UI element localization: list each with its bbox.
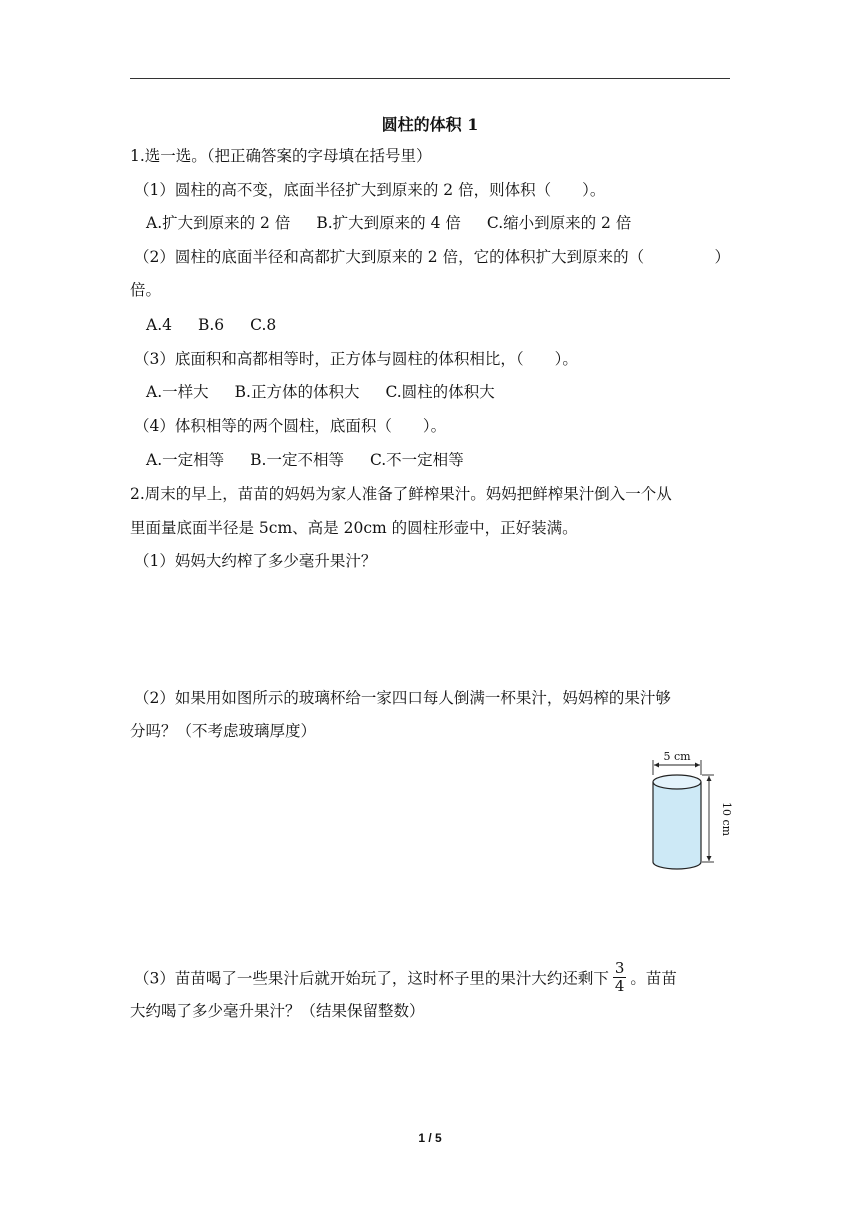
q1-sub4-options — [146, 450, 490, 470]
q1-sub2-stem-bracket: ） — [714, 248, 730, 266]
glass-cylinder-figure — [648, 744, 736, 874]
diameter-label: 5 cm — [663, 750, 691, 763]
q1-sub3-options — [146, 382, 521, 402]
q1-sub1-option-a: A.扩大到原来的 2 倍 — [146, 214, 291, 232]
q1-sub3-option-c: C.圆柱的体积大 — [385, 383, 495, 401]
q1-sub2-stem — [134, 247, 730, 267]
q1-sub2-option-b: B.6 — [197, 316, 225, 334]
height-dimension — [702, 775, 733, 862]
q1-sub3-stem: （3）底面积和高都相等时，正方体与圆柱的体积相比，（ ）。 — [134, 350, 578, 368]
header-rule — [130, 78, 730, 79]
q2-sub3-line2: 大约喝了多少毫升果汁？（结果保留整数） — [130, 1002, 425, 1020]
q1-sub2-stem-main: （2）圆柱的底面半径和高都扩大到原来的 2 倍，它的体积扩大到原来的（ — [134, 248, 645, 266]
page-number: 1 / 5 — [418, 1131, 442, 1145]
q1-sub2-option-a: A.4 — [146, 316, 172, 334]
q2-intro-line1: 2.周末的早上，苗苗的妈妈为家人准备了鲜榨果汁。妈妈把鲜榨果汁倒入一个从 — [130, 485, 672, 503]
q1-sub1-stem: （1）圆柱的高不变，底面半径扩大到原来的 2 倍，则体积（ ）。 — [134, 181, 606, 199]
q1-sub2-options — [146, 315, 302, 335]
diameter-dimension — [653, 750, 701, 775]
page-title: 圆柱的体积 1 — [381, 115, 479, 134]
cylinder-body — [653, 775, 701, 869]
q1-sub4-option-c: C.不一定相等 — [369, 451, 464, 469]
q2-sub2-line2: 分吗？（不考虑玻璃厚度） — [130, 722, 317, 740]
q1-sub2-option-c: C.8 — [250, 316, 277, 334]
q2-sub3-text-b: 。苗苗 — [630, 969, 677, 988]
q1-sub3-option-a: A.一样大 — [146, 383, 209, 401]
height-label: 10 cm — [720, 801, 733, 837]
fraction-numerator: 3 — [614, 959, 625, 977]
q2-sub2-line1: （2）如果用如图所示的玻璃杯给一家四口每人倒满一杯果汁，妈妈榨的果汁够 — [134, 689, 671, 707]
q2-intro-line2: 里面量底面半径是 5cm、高是 20cm 的圆柱形壶中，正好装满。 — [130, 519, 578, 537]
q1-sub2-stem-cont: 倍。 — [130, 281, 162, 299]
q1-sub4-stem: （4）体积相等的两个圆柱，底面积（ ）。 — [134, 417, 447, 435]
q1-sub4-option-a: A.一定相等 — [146, 451, 225, 469]
q2-sub3-text-a: （3）苗苗喝了一些果汁后就开始玩了，这时杯子里的果汁大约还剩下 — [134, 969, 609, 988]
fraction-denominator: 4 — [614, 977, 625, 995]
q2-sub3-line1 — [134, 959, 677, 997]
q1-sub1-option-c: C.缩小到原来的 2 倍 — [486, 214, 632, 232]
q1-heading: 1.选一选。（把正确答案的字母填在括号里） — [130, 147, 432, 165]
q1-sub1-options — [146, 213, 657, 233]
q1-sub3-option-b: B.正方体的体积大 — [234, 383, 360, 401]
q2-sub1: （1）妈妈大约榨了多少毫升果汁？ — [134, 552, 377, 570]
three-quarters-fraction — [613, 960, 627, 995]
q1-sub4-option-b: B.一定不相等 — [250, 451, 344, 469]
q1-sub1-option-b: B.扩大到原来的 4 倍 — [316, 214, 461, 232]
